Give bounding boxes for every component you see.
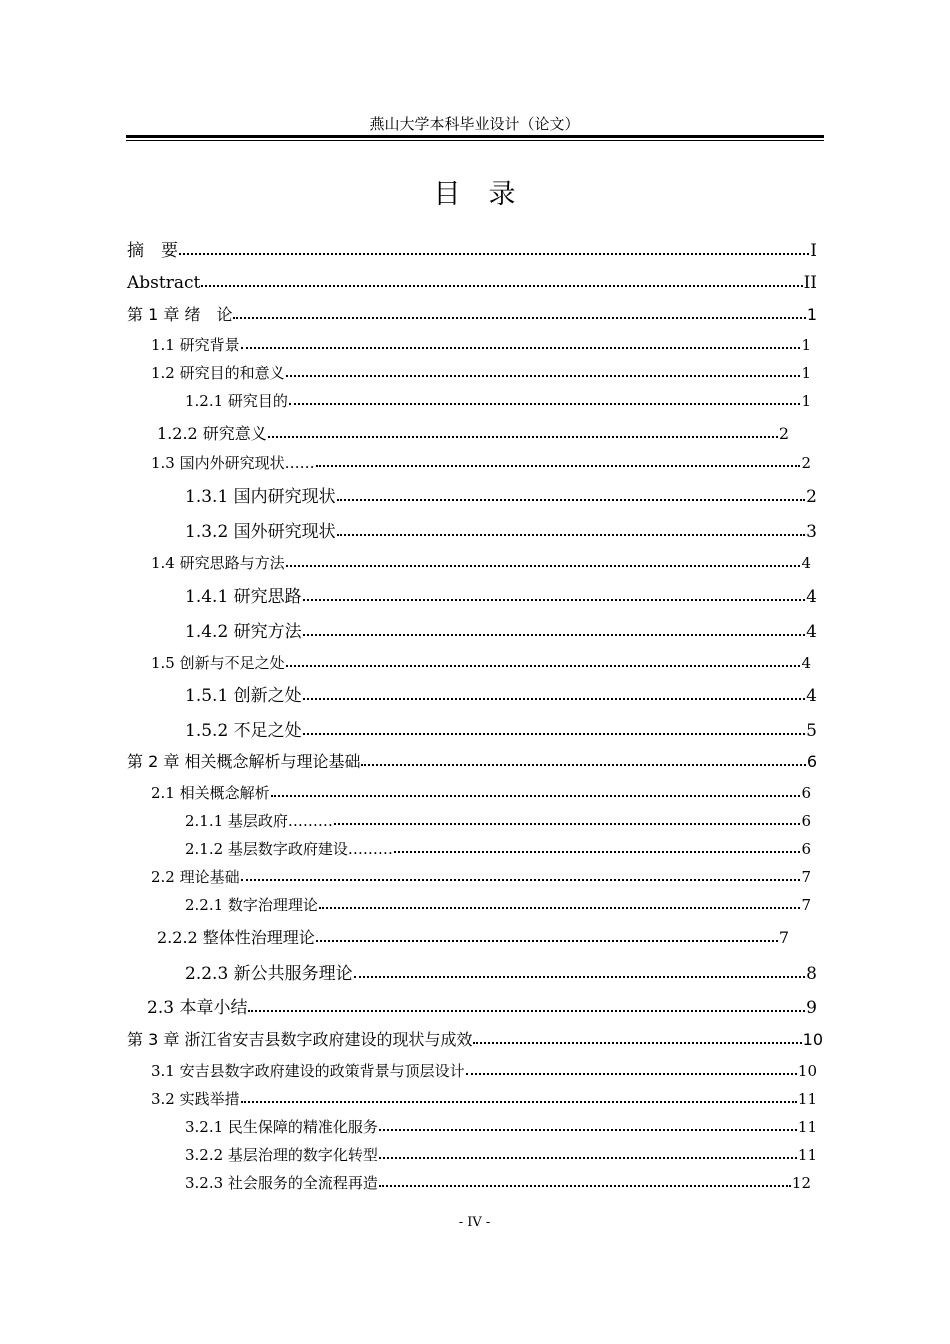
toc-entry[interactable] — [185, 810, 811, 832]
toc-entry-label: Abstract — [127, 273, 201, 293]
page-number: - IV - — [458, 1215, 491, 1230]
toc-entry-page: 1 — [801, 392, 811, 410]
toc-entry-label: 1.3 国内外研究现状…… — [151, 454, 315, 472]
toc-leader — [289, 403, 801, 405]
toc-entry-page: II — [803, 273, 817, 293]
toc-leader — [241, 879, 801, 881]
toc-leader — [379, 1129, 797, 1131]
toc-entry-label: 1.4.1 研究思路 — [185, 587, 302, 607]
toc-entry-label: 1.4 研究思路与方法 — [151, 554, 285, 572]
toc-leader — [233, 317, 805, 319]
toc-entry-label: 2.2.2 整体性治理理论 — [157, 928, 315, 947]
toc-entry[interactable] — [151, 782, 811, 804]
toc-entry[interactable] — [157, 423, 789, 445]
toc-leader — [379, 1157, 797, 1159]
toc-entry-label: 2.2.3 新公共服务理论 — [185, 964, 353, 984]
toc-entry[interactable] — [151, 362, 811, 384]
toc-leader — [466, 1073, 797, 1075]
running-header: 燕山大学本科毕业设计（论文） — [369, 115, 580, 133]
toc-entry-page: 7 — [801, 896, 811, 914]
toc-entry-page: 7 — [778, 928, 789, 947]
toc-entry-page: 6 — [801, 840, 811, 858]
toc-entry-page: 1 — [801, 364, 811, 382]
toc-entry-label: 第 3 章 浙江省安吉县数字政府建设的现状与成效 — [127, 1030, 473, 1049]
toc-leader — [303, 698, 806, 700]
toc-leader — [179, 253, 809, 255]
toc-entry-page: 7 — [801, 868, 811, 886]
toc-leader — [354, 976, 806, 978]
toc-leader — [241, 347, 801, 349]
toc-entry[interactable] — [185, 486, 817, 508]
toc-entry[interactable] — [151, 866, 811, 888]
toc-leader — [303, 599, 806, 601]
toc-entry-label: 2.3 本章小结 — [147, 998, 248, 1018]
toc-entry-label: 1.3.1 国内研究现状 — [185, 487, 336, 507]
toc-entry-page: 1 — [801, 336, 811, 354]
toc-entry-page: 3 — [806, 522, 817, 542]
toc-entry[interactable] — [185, 521, 817, 543]
toc-leader — [337, 499, 806, 501]
toc-entry-page: 6 — [806, 752, 817, 771]
toc-entry-label: 1.4.2 研究方法 — [185, 622, 302, 642]
toc-leader — [316, 465, 801, 467]
toc-entry-page: 2 — [801, 454, 811, 472]
toc-entry[interactable] — [185, 963, 817, 985]
toc-entry-page: 2 — [806, 487, 817, 507]
toc-leader — [394, 851, 801, 853]
toc-entry[interactable] — [185, 1116, 817, 1138]
toc-entry-page: 11 — [797, 1118, 817, 1136]
toc-entry[interactable] — [157, 927, 789, 949]
toc-leader — [201, 285, 802, 287]
toc-entry[interactable] — [147, 997, 817, 1019]
toc-title: 目录 — [433, 179, 544, 210]
toc-entry-label: 3.2.2 基层治理的数字化转型 — [185, 1146, 378, 1164]
toc-leader — [303, 634, 806, 636]
toc-entry[interactable] — [185, 586, 817, 608]
toc-entry-page: 4 — [801, 654, 811, 672]
toc-leader — [319, 907, 801, 909]
toc-entry-label: 1.5.1 创新之处 — [185, 686, 302, 706]
toc-entry[interactable] — [151, 1088, 817, 1110]
toc-entry[interactable] — [185, 621, 817, 643]
toc-leader — [316, 940, 778, 942]
toc-entry[interactable] — [185, 1172, 811, 1194]
toc-entry-label: 第 2 章 相关概念解析与理论基础 — [127, 752, 361, 771]
toc-entry[interactable] — [127, 751, 817, 773]
toc-entry-label: 2.2.1 数字治理理论 — [185, 896, 318, 914]
toc-entry[interactable] — [151, 1060, 817, 1082]
toc-entry[interactable] — [185, 894, 811, 916]
toc-entry-label: 1.5 创新与不足之处 — [151, 654, 285, 672]
toc-entry[interactable] — [151, 552, 811, 574]
toc-entry-label: 3.1 安吉县数字政府建设的政策背景与顶层设计 — [151, 1062, 465, 1080]
toc-entry-label: 1.3.2 国外研究现状 — [185, 522, 336, 542]
toc-entry[interactable] — [151, 334, 811, 356]
toc-entry-label: 3.2.1 民生保障的精准化服务 — [185, 1118, 378, 1136]
toc-entry-page: 1 — [806, 305, 817, 324]
toc-entry-label: 1.1 研究背景 — [151, 336, 240, 354]
toc-entry-label: 摘 要 — [127, 241, 178, 261]
toc-entry-label: 1.5.2 不足之处 — [185, 721, 302, 741]
toc-entry[interactable] — [185, 720, 817, 742]
toc-entry[interactable] — [127, 304, 817, 326]
toc-entry-label: 第 1 章 绪 论 — [127, 305, 233, 324]
toc-leader — [303, 733, 806, 735]
toc-leader — [286, 375, 801, 377]
toc-entry-label: 3.2 实践举措 — [151, 1090, 240, 1108]
toc-leader — [286, 565, 801, 567]
toc-entry[interactable] — [127, 1029, 823, 1051]
toc-entry[interactable] — [185, 390, 811, 412]
toc-leader — [334, 823, 801, 825]
toc-entry-label: 2.2 理论基础 — [151, 868, 240, 886]
toc-entry-page: 5 — [806, 721, 817, 741]
toc-entry-page: 11 — [797, 1146, 817, 1164]
toc-entry-label: 1.2.2 研究意义 — [157, 424, 267, 443]
toc-leader — [271, 795, 801, 797]
toc-entry-page: 4 — [806, 587, 817, 607]
toc-entry[interactable] — [185, 1144, 817, 1166]
toc-entry[interactable] — [151, 452, 811, 474]
toc-entry[interactable] — [185, 685, 817, 707]
toc-entry-label: 2.1.2 基层数字政府建设……… — [185, 840, 393, 858]
toc-leader — [248, 1010, 805, 1012]
toc-entry-page: 4 — [806, 622, 817, 642]
toc-leader — [473, 1042, 801, 1044]
toc-leader — [268, 436, 778, 438]
toc-entry-label: 2.1 相关概念解析 — [151, 784, 270, 802]
toc-entry-page: 2 — [778, 424, 789, 443]
toc-entry-page: I — [810, 241, 817, 261]
toc-entry-page: 11 — [797, 1090, 817, 1108]
toc-leader — [241, 1101, 797, 1103]
toc-entry-label: 3.2.3 社会服务的全流程再造 — [185, 1174, 378, 1192]
toc-entry-page: 4 — [801, 554, 811, 572]
toc-entry-page: 8 — [806, 964, 817, 984]
toc-entry-page: 9 — [806, 998, 817, 1018]
toc-entry-page: 4 — [806, 686, 817, 706]
toc-entry[interactable] — [127, 240, 817, 262]
toc-entry-page: 10 — [797, 1062, 817, 1080]
toc-leader — [286, 665, 801, 667]
toc-entry[interactable] — [185, 838, 811, 860]
toc-leader — [361, 764, 805, 766]
toc-entry[interactable] — [127, 272, 817, 294]
toc-entry-page: 12 — [791, 1174, 811, 1192]
toc-entry-label: 2.1.1 基层政府……… — [185, 812, 333, 830]
toc-entry-page: 6 — [801, 812, 811, 830]
toc-leader — [379, 1185, 791, 1187]
toc-leader — [337, 534, 806, 536]
toc-entry-label: 1.2 研究目的和意义 — [151, 364, 285, 382]
toc-entry-page: 10 — [802, 1030, 823, 1049]
toc-entry[interactable] — [151, 652, 811, 674]
toc-entry-label: 1.2.1 研究目的 — [185, 392, 288, 410]
toc-entry-page: 6 — [801, 784, 811, 802]
